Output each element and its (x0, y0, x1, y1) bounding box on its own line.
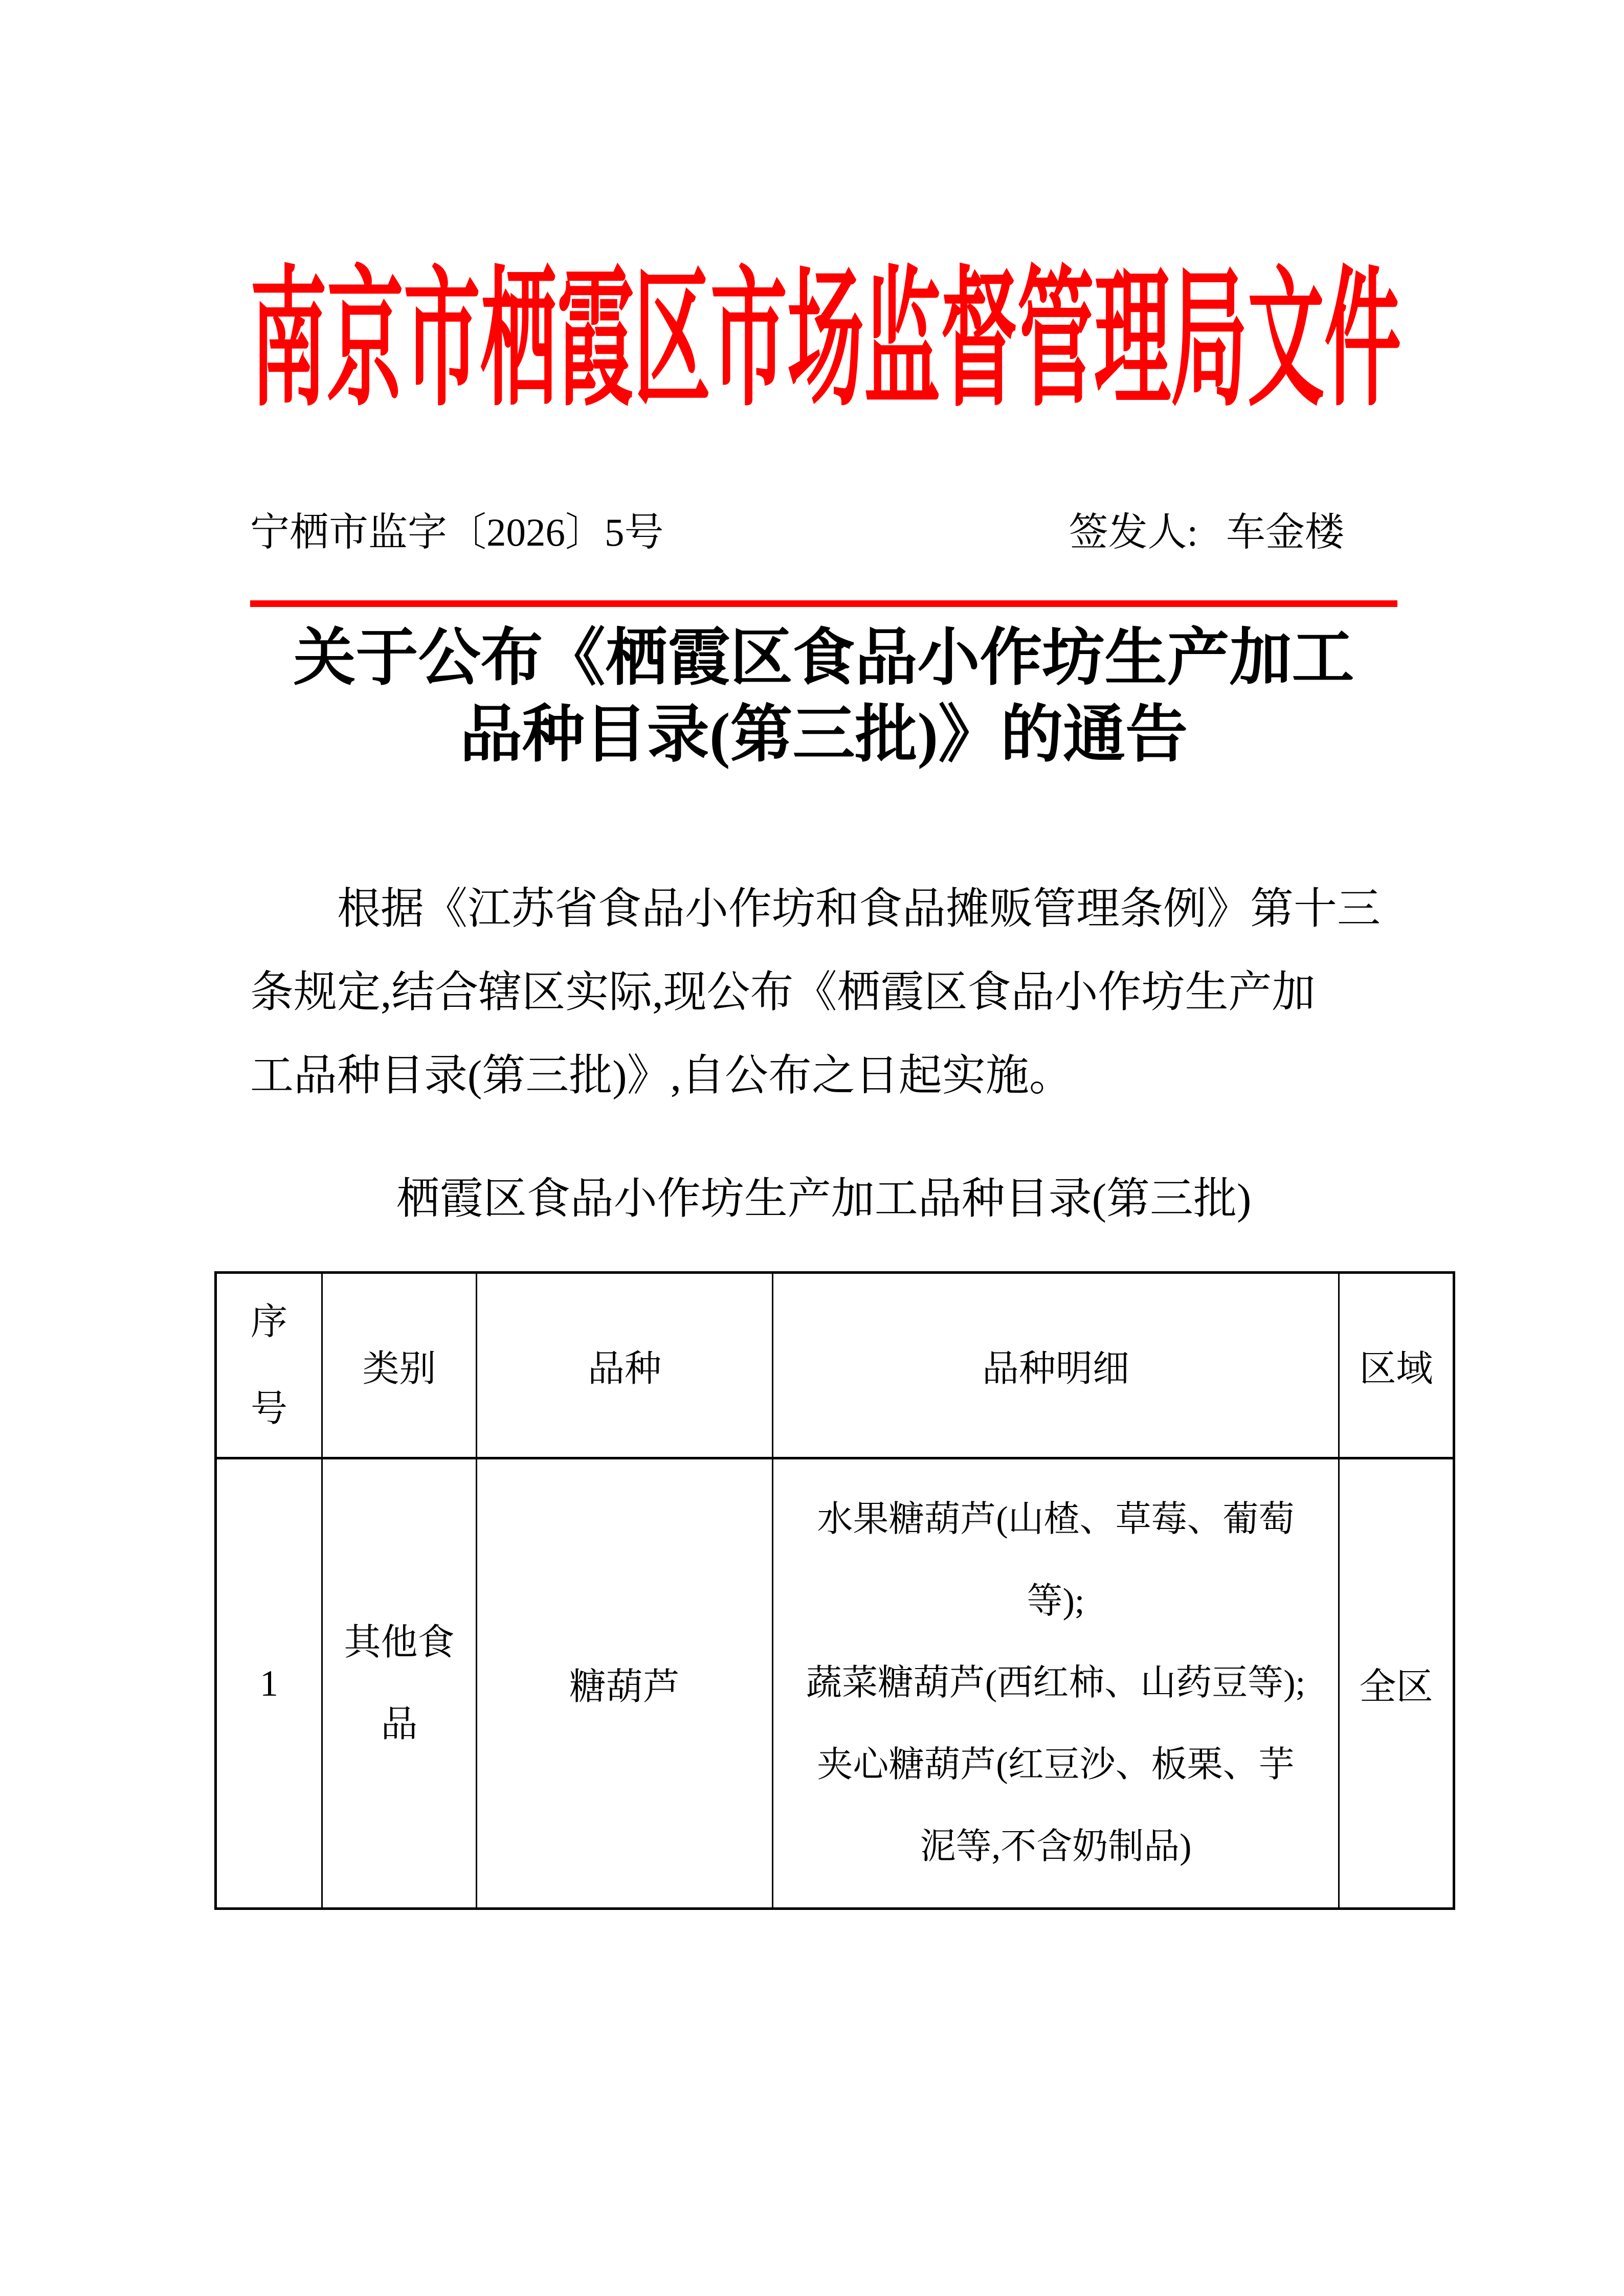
detail-line-2: 等); (1027, 1582, 1085, 1621)
detail-line-1: 水果糖葫芦(山楂、草莓、葡萄 (817, 1500, 1295, 1539)
notice-body-line-3: 工品种目录(第三批)》,自公布之日起实施。 (250, 1052, 1073, 1100)
doc-meta-line (250, 511, 1397, 553)
red-divider (250, 600, 1397, 607)
cell-region: 全区 (1339, 1458, 1454, 1909)
issuer-label: 签发人: (1069, 510, 1198, 554)
org-title: 南京市栖霞区市场监督管理局文件 (250, 258, 1401, 424)
detail-line-5: 泥等,不含奶制品) (920, 1827, 1192, 1866)
cell-index: 1 (216, 1458, 322, 1909)
cell-detail (773, 1458, 1339, 1909)
doc-number: 宁栖市监字〔2026〕5号 (250, 510, 664, 554)
table-header-row (216, 1273, 1454, 1458)
catalog-table (214, 1271, 1455, 1910)
header-index (216, 1273, 322, 1458)
detail-line-3: 蔬菜糖葫芦(西红柿、山药豆等); (806, 1663, 1306, 1703)
notice-title (250, 620, 1397, 774)
detail-line-4: 夹心糖葫芦(红豆沙、板栗、芋 (817, 1745, 1295, 1785)
notice-body-line-2: 条规定,结合辖区实际,现公布《栖霞区食品小作坊生产加 (250, 969, 1316, 1017)
header-detail: 品种明细 (773, 1273, 1339, 1458)
header-category: 类别 (322, 1273, 477, 1458)
notice-body (250, 868, 1397, 1118)
table-row (216, 1458, 1454, 1909)
issuer (1069, 511, 1344, 553)
header-index-line-2: 号 (250, 1388, 287, 1429)
cell-category-line-1: 其他食 (344, 1622, 455, 1663)
letterhead-banner (250, 258, 1401, 424)
table-caption: 栖霞区食品小作坊生产加工品种目录(第三批) (396, 1175, 1252, 1223)
notice-body-line-1: 根据《江苏省食品小作坊和食品摊贩管理条例》第十三 (337, 885, 1381, 933)
cell-category (322, 1458, 477, 1909)
notice-title-line-1: 关于公布《栖霞区食品小作坊生产加工 (293, 624, 1354, 693)
header-variety: 品种 (477, 1273, 773, 1458)
header-region: 区域 (1339, 1273, 1454, 1458)
cell-variety: 糖葫芦 (477, 1458, 773, 1909)
header-index-line-1: 序 (250, 1301, 287, 1342)
notice-title-line-2: 品种目录(第三批)》的通告 (459, 701, 1188, 770)
issuer-name: 车金楼 (1226, 510, 1344, 554)
cell-category-line-2: 品 (381, 1704, 418, 1745)
